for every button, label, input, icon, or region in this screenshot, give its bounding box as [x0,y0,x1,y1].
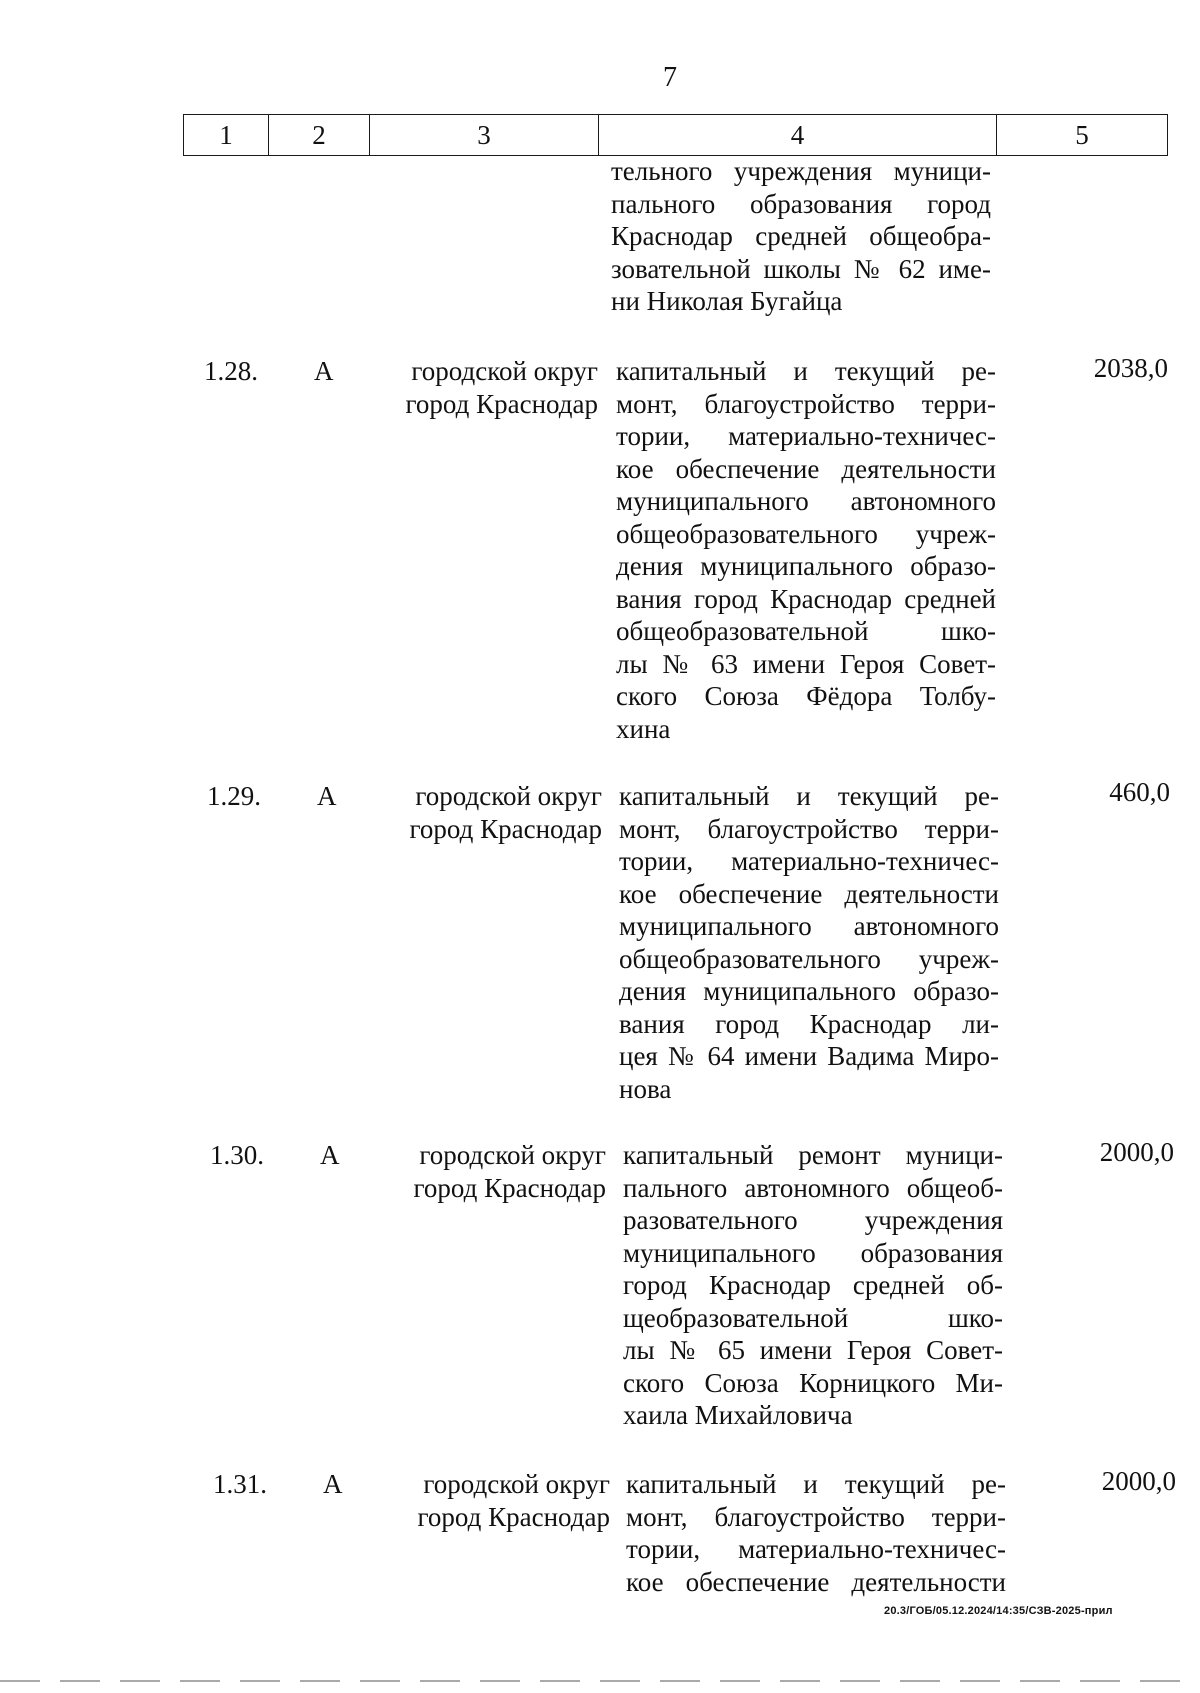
description-line: капитальный и текущий ре- [619,781,999,811]
row-amount: 2000,0 [1099,1137,1174,1167]
description-line: цея № 64 имени Вадима Миро- [619,1041,999,1071]
row-description [619,780,999,1105]
row-category: А [323,1469,343,1499]
description-line: муниципального образования [623,1237,1003,1268]
row-amount: 2038,0 [1093,353,1168,383]
description-line: ского Союза Корницкого Ми- [623,1367,1003,1398]
row-category: А [314,356,334,386]
column-2-header: 2 [269,115,370,155]
row-area [386,1139,606,1204]
description-line: общеобразовательного учреж- [616,518,996,549]
area-line: город Краснодар [413,1172,606,1203]
area-line: город Краснодар [417,1501,610,1532]
column-1-header: 1 [184,115,269,155]
area-line: городской округ [423,1469,610,1499]
description-line: пального автономного общеоб- [623,1172,1003,1203]
area-line: город Краснодар [405,388,598,419]
description-line: общеобразовательного учреж- [619,943,999,974]
column-3-header: 3 [370,115,599,155]
description-line: дения муниципального образо- [619,976,999,1006]
description-line: тории, материально-техничес- [626,1534,1006,1564]
row-number: 1.28. [204,356,258,386]
description-line: хаила Михайловича [623,1400,853,1430]
row-number: 1.30. [210,1140,264,1170]
description-line: нова [619,1073,672,1104]
description-line: ского Союза Фёдора Толбу- [616,681,996,711]
description-line: кое обеспечение деятельности [616,453,996,484]
scan-edge-divider [0,1680,1200,1682]
continued-description [611,155,991,318]
description-line: тории, материально-техничес- [616,421,996,451]
description-line: зовательной школы № 62 име- [611,253,991,284]
column-5-header: 5 [1075,119,1089,150]
row-description [626,1468,1006,1598]
row-amount: 460,0 [1109,777,1170,807]
description-line: капитальный ремонт муници- [623,1140,1003,1170]
area-line: город Краснодар [409,813,602,844]
description-line: монт, благоустройство терри- [619,813,999,844]
document-code: 20.3/ГОБ/05.12.2024/14:35/СЗВ-2025-прил [884,1605,1113,1617]
area-line: городской округ [411,356,598,386]
description-line: лы № 63 имени Героя Совет- [616,648,996,679]
description-line: Краснодар средней общеобра- [611,221,991,251]
description-line: кое обеспечение деятельности [626,1566,1006,1597]
description-line: вания город Краснодар средней [616,583,996,614]
description-line: вания город Краснодар ли- [619,1008,999,1039]
description-line: тории, материально-техничес- [619,846,999,876]
column-number-header [183,114,1168,156]
area-line: городской округ [415,781,602,811]
row-amount: 2000,0 [1101,1466,1176,1496]
description-line: дения муниципального образо- [616,551,996,581]
row-category: А [317,781,337,811]
row-category: А [320,1140,340,1170]
description-line: пального образования город [611,188,991,219]
row-number: 1.29. [207,781,261,811]
row-description [623,1139,1003,1432]
description-line: капитальный и текущий ре- [616,356,996,386]
description-line: щеобразовательной шко- [623,1302,1003,1333]
description-line: ни Николая Бугайца [611,286,843,316]
row-area [382,780,602,845]
description-line: общеобразовательной шко- [616,616,996,646]
description-line: тельного учреждения муници- [611,156,991,186]
description-line: кое обеспечение деятельности [619,878,999,909]
description-line: город Краснодар средней об- [623,1270,1003,1300]
description-line: муниципального автономного [616,486,996,516]
area-line: городской округ [419,1140,606,1170]
page-number: 7 [663,62,677,93]
description-line: капитальный и текущий ре- [626,1469,1006,1499]
column-4-header: 4 [599,115,997,155]
description-line: разовательного учреждения [623,1205,1003,1235]
row-area [378,355,598,420]
description-line: лы № 65 имени Героя Совет- [623,1335,1003,1365]
description-line: хина [616,713,671,744]
description-line: монт, благоустройство терри- [626,1501,1006,1532]
row-number: 1.31. [213,1469,267,1499]
description-line: монт, благоустройство терри- [616,388,996,419]
row-description [616,355,996,745]
description-line: муниципального автономного [619,911,999,941]
row-area [390,1468,610,1533]
